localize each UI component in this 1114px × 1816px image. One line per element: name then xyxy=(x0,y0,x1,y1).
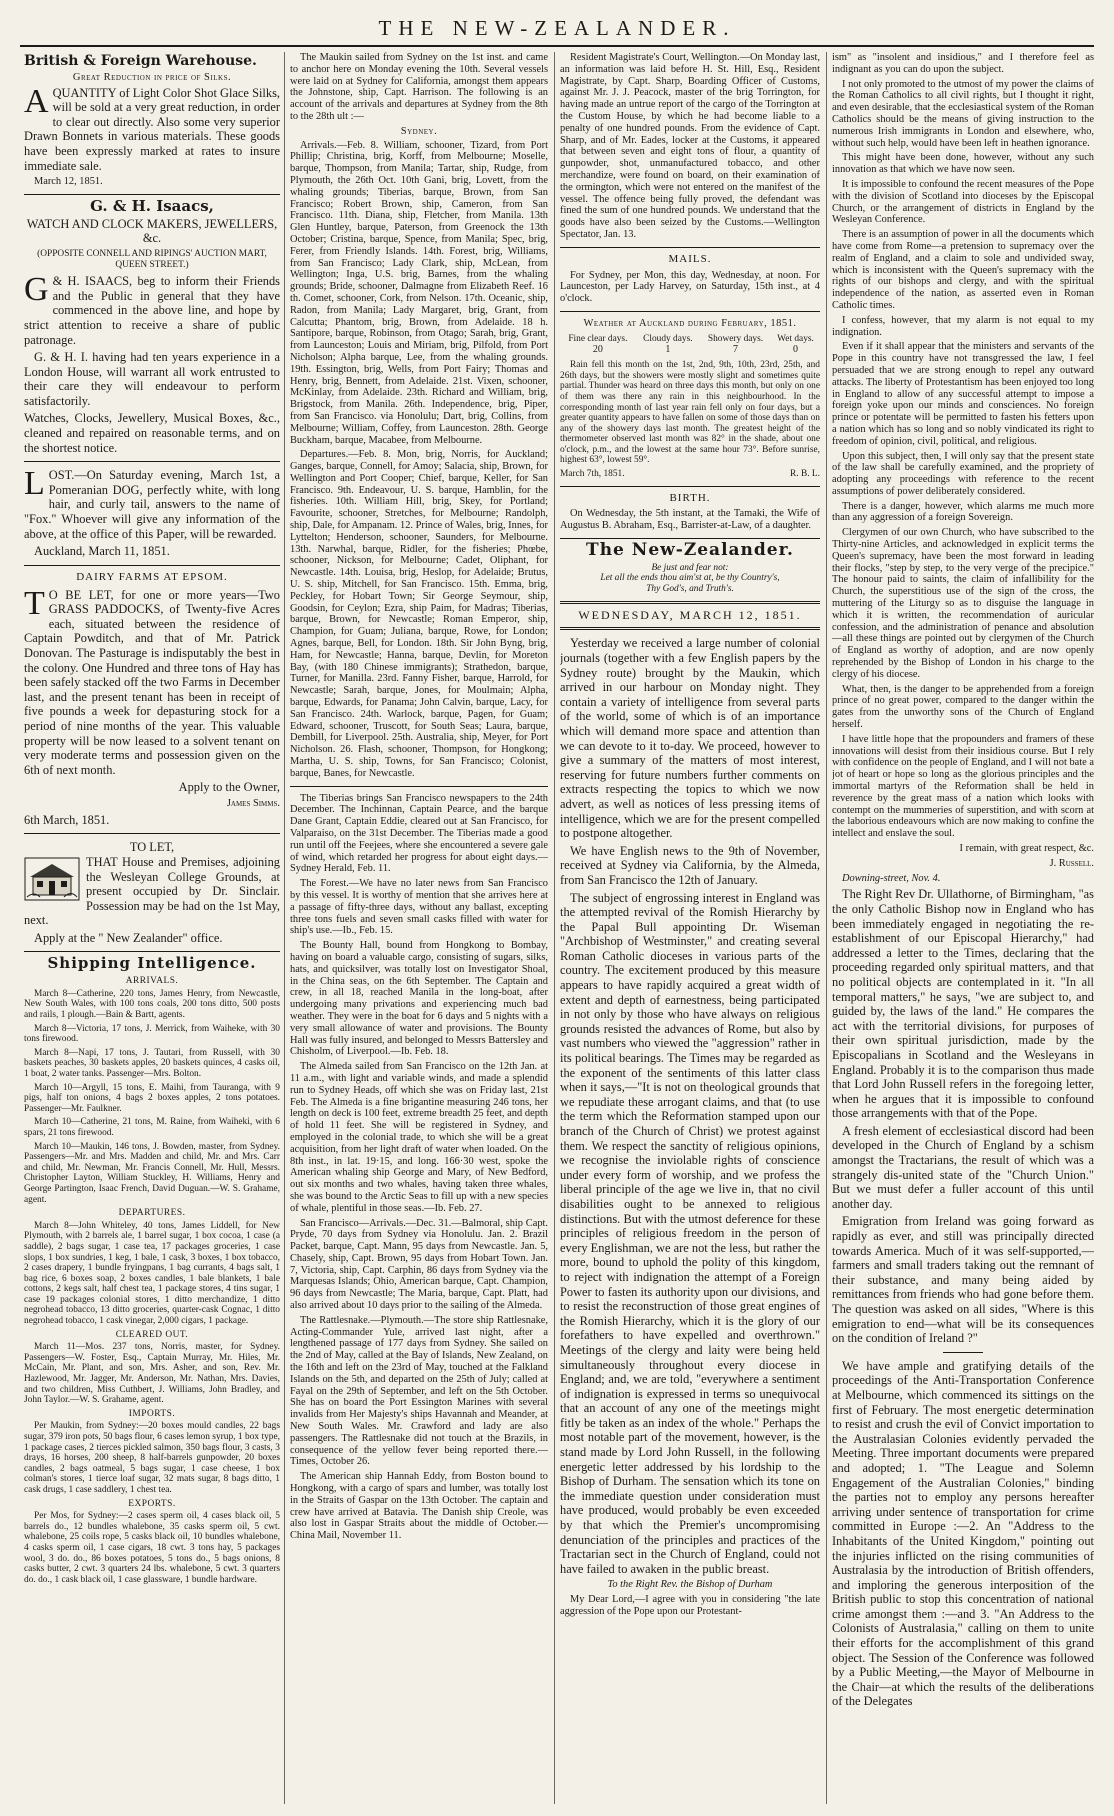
arrival-entry: March 8—Catherine, 220 tons, James Henry, from Newcastle, New South Wales, with 100 tons coals, 200 tons ditto, 500 posts and rails, 1 plough.—Bain & Bartt, agents. xyxy=(24,988,280,1021)
ad-dairy-title: DAIRY FARMS AT EPSOM. xyxy=(76,570,228,583)
column-1 xyxy=(24,52,280,1804)
editorial-ullathorne: The Right Rev Dr. Ullathorne, of Birmingham, "as the only Catholic Bishop now in England who has been immediately engaged in negotiating the re-establishment of our Episcopal Hierarchy," had addressed a letter to the Times, declaring that the proceeding regarded only spiritual matters, and that no political objects are contemplated in it. "In all temporal matters," he says, "we are subject to, and guided by, the laws of the land." He compares the act with the territorial divisions, for purposes of their own spiritual jurisdiction, made by the Episcopalians in Scotland and the Wesleyans in England. Probably it is to the comparison thus made that Lord John Russell refers in the foregoing letter, when he argues that it is impossible to confound those arrangements with that of the Pope. xyxy=(832,887,1094,1121)
mails-heading: MAILS. xyxy=(668,252,712,265)
sydney-departures: Departures.—Feb. 8. Mon, brig, Norris, for Auckland; Ganges, barque, Connell, for Amoy; Salacia, ship, Brown, for Wellington and Port Cooper; Chief, barque, Keller, for San Francisco. 9th. Endeavour, U. S. barque, Hamblin, for the fisheries. 10th. William Hill, brig, Skey, for Portland; Favourite, schooner, Stretches, for Melbourne; Randolph, ship, Dale, for Ampanam. 12. Prince of Wales, brig, Innes, for Lyttelton; Henderson, schooner, Saunders, for Melbourne. 13th. Narwhal, barque, Ridler, for the fisheries; Phœbe, schooner, Nickson, for Melbourne; Cadet, Oliphant, for Newcastle. 14th. Louisa, brig, Heslop, for Adelaide; Brutus, U. S. ship, Mitchell, for San Francisco. 15th. Emma, brig, Peckley, for Hobart Town; Sir George Seymour, ship, Goodsin, for Ceylon; Ezra, ship Paim, for Madras; Tiberias, barque, Brown, for Newcastle; Roman Emperor, ship, Champion, for Guam; Juliana, barque, Rowe, for London; Agnes, barque, Bell, for London. 18th. Sir John Byng, brig, Ham, for Newcastle; Hanna, barque, Devlin, for Moreton Bay, (with 180 Chinese immigrants); Strathedon, barque, Turner, for Manilla. 23rd. Fanny Fisher, barque, Harrold, for Newcastle; Sarah, barque, Jones, for Moulmain; Alpha, barque, Edwards, for Panama; John Calvin, barque, Lacy, for San Francisco. 24th. Warlock, barque, Pagen, for Guam; Edward, schooner, Truscott, for South Seas; Laura, barque, Dembill, for Liverpool. 25th. Australia, ship, Meyer, for Port Nicholson. 26. Flash, schooner, Thompson, for Hongkong; Martha, U. S. ship, Towns, for San Francisco; Colonist, barque, Banes, for Newcastle. xyxy=(290,449,548,779)
rattlesnake-paragraph: The Rattlesnake.—Plymouth.—The store ship Rattlesnake, Acting-Commander Yule, arrived last night, after a lengthened passage of 177 days from Sydney. She sailed on the 2nd of May, called at the Bay of Islands, New Zealand, on the 16th and left on the 23rd of May, touched at the Falkland Islands on the 5th, and departed on the 25th of July; called at Fayal on the 29th of September, and left on the 5th October. She has on board the Port Essington Marines with several invalids from Her Majesty's ships Havannah and Meander, at New South Wales. Mr. Crawford and lady are also passengers. The Rattlesnake did not touch at the Brazils, in consequence of the yellow fever being reported there.—Times, October 26. xyxy=(290,1314,548,1468)
masthead: THE NEW-ZEALANDER. xyxy=(378,16,736,40)
birth-text: On Wednesday, the 5th instant, at the Tamaki, the Wife of Augustus B. Abraham, Esq., Barrister-at-Law, of a daughter. xyxy=(560,508,820,532)
ad-warehouse-subtitle: Great Reduction in price of Silks. xyxy=(72,71,232,83)
weather-value: 20 xyxy=(592,344,603,356)
ad-to-let-body: THAT House and Premises, adjoining the Wesleyan College Grounds, at present occupied by Dr. Sinclair. Possession may be had on the 1st May, next. xyxy=(24,854,280,928)
letter-p12: I have little hope that the propounders and framers of these innovations will desist from their insidious course. But I rely with confidence on the people of England, and I will not bate a jot of heart or hope so long as the glorious principles and the immortal martyrs of the Reformation shall be held in reverence by the great mass of a nation which looks with contempt on the mummeries of superstition, and with scorn at the laborious endeavours which are now making to confine the intellect and enslave the soul. xyxy=(832,733,1094,840)
ad-warehouse-body: AQUANTITY of Light Color Shot Glace Silks, will be sold at a very great reduction, in order to clear out directly. Also some very superior Drawn Bonnets in various materials. These goods have been expressly marked at rates to insure immediate sale. xyxy=(24,82,280,173)
letter-address: To the Right Rev. the Bishop of Durham xyxy=(607,1579,773,1591)
imports-text: Per Maukin, from Sydney:—20 boxes mould candles, 22 bags sugar, 379 iron pots, 50 bags flour, 6 cases lemon syrup, 1 box type, 1 package cases, 2 tierces pickled salmon, 350 bags flour, 3 casts, 3 drays, 16 horses, 200 sheep, 8 half-barrels gunpowder, 20 boxes candles, 2 bags oatmeal, 5 bags sugar, 1 case cheese, 1 box colman's stores, 1 tierce loaf sugar, 32 mats sugar, 8 bags ditto, 1 cask drugs, 1 case saddlery, 1 chest tea. xyxy=(24,1421,280,1495)
ad-lost-dog-body: LOST.—On Saturday evening, March 1st, a Pomeranian DOG, perfectly white, with long hair, and curly tail, answers to the name of "Fox." Whoever will give any information of the above, at the office of this Paper, will be rewarded. xyxy=(24,465,280,541)
magistrate-court-paragraph: Resident Magistrate's Court, Wellington.—On Monday last, an information was laid before H. St. Hill, Esq., Resident Magistrate, by Capt. Sharp, Boarding Officer of Customs, against Mr. J. J. Peacock, master of the brig Torrington, for having made an untrue report of the cargo of the Torrington at the Custom House, by which he had become liable to a penalty of one hundred pounds. From the evidence of Capt. Sharp, and of Mr. Eades, locker at the Customs, it appeared that between seven and eight tons of flour, a quantity of gunpowder, shot, unmanufactured tobacco, and other merchandize, were found on board, on their examination of the ormington, which were not entered on the manifest of the vessel. The offence being fully proved, the defendant was fined the sum of one hundred pounds. We understand that the goods have also been seized by the Customs.—Wellington Spectator, Jan. 13. xyxy=(560,52,820,240)
weather-value: 1 xyxy=(665,344,671,356)
ad-to-let-title: TO LET, xyxy=(129,840,175,855)
column-2 xyxy=(290,52,548,1804)
arrival-entry: March 10—Argyll, 15 tons, E. Maihi, from Tauranga, with 9 pigs, half ton onions, 4 bags 2 boxes apples, 2 tons potatoes. Passenger—Mr. Faulkner. xyxy=(24,1082,280,1114)
arrival-entry: March 10—Maukin, 146 tons, J. Bowden, master, from Sydney. Passengers—Mr. and Mrs. Madden and child, Mr. and Mrs. Carr and child, Mr. Newman, Mr. Francis Connell, Mr. Hull, Messrs. Christopher Layton, William Stuckley, H. Williams, Henry and George Partington, Isaac French, David Duguan.—W. S. Grahame, agent. xyxy=(24,1141,280,1205)
forest-paragraph: The Forest.—We have no later news from San Francisco by this vessel. It is worthy of mention that she arrives here at a passage of fifty-three days, without any ballast, excepting three tons fuels and seven small casks filled with water for ship's use.—Ib., Feb. 15. xyxy=(290,878,548,937)
shipping-intelligence-title: Shipping Intelligence. xyxy=(47,954,257,973)
departure-entry: March 8—John Whiteley, 40 tons, James Liddell, for New Plymouth, with 2 barrels ale, 1 barrel sugar, 1 box cocoa, 1 case (a saddle), 2 bags sugar, 1 case tea, 17 packages groceries, 1 case slops, 1 box sundries, 1 keg, 1 bale, 1 cask, 3 boxes, 1 box tobacco, 2 cases drapery, 1 bundle fryingpans, 1 bag currants, 4 bags salt, 1 bag rice, 6 boxes soap, 2 boxes candles, 1 bale blankets, 1 bale cottons, 2 kegs salt, half chest tea, 1 package stores, 4 tins sugar, 1 case 19 packages colonial stores, 1 ditto merchandize, 1 ditto negrohead tobacco, 13 ditto groceries, quarter-cask Cognac, 1 ditto negrohead tobacco, 1 cask vinegar, 2,000 cigars, 1 package. xyxy=(24,1220,280,1327)
letter-p9: There is a danger, however, which alarms me much more than any aggression of a foreign Sovereign. xyxy=(832,500,1094,524)
weather-table xyxy=(560,334,820,356)
ad-isaacs-title: G. & H. Isaacs, xyxy=(90,196,214,215)
ad-isaacs-p1: G & H. ISAACS, beg to inform their Friends and the Public in general that they have commenced in the above line, and hope by strict attention to receive a share of public patronage. xyxy=(24,271,280,347)
arrival-entry: March 10—Catherine, 21 tons, M. Raine, from Waiheki, with 6 spars, 21 tons firewood. xyxy=(24,1117,280,1138)
ad-dairy-apply: Apply to the Owner, xyxy=(178,780,280,795)
weather-head: Fine clear days. xyxy=(568,333,628,344)
tiberias-paragraph: The Tiberias brings San Francisco newspapers to the 24th December. The Inchinnan, Captain Pearce, and the barque Dane Grant, Captain Eddie, cleared out at San Francisco, for Valparaiso, on the 31st December. The Tiberias made a good run until off the Feejees, where she encountered a severe gale of wind, which retarded her progress for about eight days.—Sydney Herald, Feb. 11. xyxy=(290,792,548,875)
departures-heading: DEPARTURES. xyxy=(118,1208,186,1219)
birth-heading: BIRTH. xyxy=(669,491,711,504)
exports-heading: EXPORTS. xyxy=(128,1498,176,1509)
cleared-out-list xyxy=(24,1342,280,1406)
house-illustration xyxy=(24,857,80,901)
weather-signature-row xyxy=(560,469,820,480)
letter-p7: Even if it shall appear that the ministers and servants of the Pope in this country have not transgressed the law, I feel persuaded that we are strong enough to repel any outward attacks. The liberty of Protestantism has been enjoyed too long in England to allow of any successful attempt to impose a foreign yoke upon our minds and consciences. No foreign prince or potentate will be permitted to fasten his fetters upon a nation which has so long and so nobly vindicated its right to freedom of opinion, civil, political, and religious. xyxy=(832,341,1094,447)
editorial-tractarians: A fresh element of ecclesiastical discord had been developed in the Church of England by a schism amongst the Tractarians, the result of which was a strangely dis-united state of the "Church Union." But we must defer a fuller account of this until another day. xyxy=(832,1123,1094,1211)
ad-isaacs-p2: G. & H. I. having had ten years experience in a London House, will warrant all work entrusted to their care they will endeavour to perform satisfactorily. xyxy=(24,350,280,408)
editorial-dateline: WEDNESDAY, MARCH 12, 1851. xyxy=(578,607,802,622)
weather-text: Rain fell this month on the 1st, 2nd, 9th, 10th, 23rd, 25th, and 26th days, but the showers were mostly slight and sometimes quite partial. Thunder was heard on three days this month, but only on one of them was there any rain in this neighbourhood. In the corresponding month of last year rain fell only on four days, but a greater quantity appears to have fallen on some of those days than on any of the showery days last month. The greatest height of the thermometer observed last month was 82° in the shade, about one o'clock, p.m., and the lowest at the same hour 73°. Before sunrise, highest 63°, lowest 59°. xyxy=(560,360,820,466)
editorial-anti-transportation: We have ample and gratifying details of the proceedings of the Anti-Transportation Conference at Melbourne, which commenced its sittings on the first of February. The most energetic determination to resist and crush the evil of Convict importation to the Australasian Colonies evidently pervaded the Meeting. Three important documents were prepared and adopted; 1. "The League and Solemn Engagement of the Australian Colonies," binding the parties not to employ any persons hereafter arriving under sentence of transportation for crime committed in Europe :—2. An "Address to the Inhabitants of the United Kingdom," pointing out the injuries inflicted on the rising communities of Australasia by the introduction of British offenders, and imploring the generous interposition of the British public to stop this concentration of national crime amongst them :—and 3. "An Address to the Colonists of Australasia," calling on them to unite their efforts for the accomplishment of this grand object. The Session of the Conference was followed by a Public Meeting,—the Mayor of Melbourne in the Chair—at which the results of the deliberations of the Delegates xyxy=(832,1358,1094,1709)
ad-isaacs-address: (OPPOSITE CONNELL AND RIPINGS' AUCTION MART, QUEEN STREET.) xyxy=(37,248,267,270)
editorial-p3: The subject of engrossing interest in England was the attempted revival of the Romish Hierarchy by the Papal Bull appointing Dr. Wiseman "Archbishop of Westminster," and creating several Roman Catholic dioceses in various parts of the country. The excitement produced by this measure appears to have rapidly acquired a great width of extent and depth of earnestness, being participated in not only by those who have always on religious grounds resisted the advances of Rome, but also by vast numbers who viewed the "aggression" rather in its political bearings. The Times may be regarded as the exponent of the sentiments of this latter class when it says,—"It is not on theological grounds that we repudiate these arrogant claims, and that (to use the term which the Reformation stamped upon our branch of the Church of Christ) we protest against them. We respect the sanctity of religious opinions, we recognise the inviolable rights of conscience under every form of worship, and we profess the liberal principle of the age we live in, that no civil disabilities ought to be annexed to religious distinctions. But with the utmost deference for these principles of religious freedom in the person of every Englishman, we are not the less, but rather the more, bound to uphold the polity of this kingdom, to reject with indignation the attempt of a Foreign Power to fasten its authority upon our divisions, and to resist the reconstruction of those great engines of the Romish Hierarchy, which it is the glory of our forefathers to have expelled and overthrown." Meetings of the clergy and laity were being held simultaneously throughout every diocese in England; and, we are told, "everywhere a sentiment of indignation is expressed in terms so unequivocal that an account of any one of the meetings might fitly be taken as an index of the whole." Perhaps the most notable part of the movement, however, is the stand made by Lord John Russell, in the following energetic letter addressed by his lordship to the Bishop of Durham. The sensation which its tone on the immediate question under consideration must have produced, would probably be even exceeded by that which the Premier's uncompromising denunciation of the principles and practices of the Tractarian sect in the Church of England, could not have failed to awaken in the public breast. xyxy=(560,890,820,1576)
arrivals-heading: ARRIVALS. xyxy=(125,976,179,987)
ad-warehouse-date: March 12, 1851. xyxy=(34,176,103,188)
column-3 xyxy=(560,52,820,1804)
weather-head: Showery days. xyxy=(707,333,764,344)
exports-text: Per Mos, for Sydney:—2 cases sperm oil, 4 cases black oil, 5 barrels do., 12 bundles whalebone, 35 casks sperm oil, 5 cwt. whalebone, 25 coils rope, 5 casks black oil, 10 bundles whalebone, 4 casks sperm oil, 1 case cigars, 18 cwt. 3 tons hay, 5 packages wool, 3 do. do., 86 boxes potatoes, 5 tons do., 5 bags onions, 8 casks butter, 2 cwt. 3 quarters 24 lbs. whalebone, 5 cwt. 3 quarters do. do., 1 cask black oil, 1 case glassware, 1 bundle hardware. xyxy=(24,1511,280,1585)
arrival-entry: March 8—Victoria, 17 tons, J. Merrick, from Waiheke, with 30 tons firewood. xyxy=(24,1023,280,1045)
ad-dairy-body: T O BE LET, for one or more years—Two GRASS PADDOCKS, of Twenty-five Acres each, situated between the residence of Captain Powditch, and that of Mr. Patrick Donovan. The Pasturage is indisputably the best in the colony. One Hundred and three tons of Hay has been safely stacked off the two Farms in December last, and the present tenant has been in receipt of five pounds a week for depasturing stock for a period of nine months of the year. This valuable property will be now leased to a solvent tenant on very moderate terms and possession given on the 6th of next month. xyxy=(24,584,280,777)
editorial-p2: We have English news to the 9th of November, received at Sydney via California, by the Almeda, from San Francisco the 12th of January. xyxy=(560,843,820,887)
arrivals-list xyxy=(24,989,280,1205)
letter-p3: This might have been done, however, without any such innovation as that which we have now seen. xyxy=(832,152,1094,176)
weather-heading: Weather at Auckland during February, 1851. xyxy=(583,317,797,329)
sydney-heading: Sydney. xyxy=(400,125,438,137)
weather-head: Cloudy days. xyxy=(643,333,693,344)
motto-line-2: Let all the ends thou aim'st at, be thy Country's, xyxy=(600,573,780,584)
editorial-p1: Yesterday we received a large number of colonial journals (together with a few English papers by the Sydney route) brought by the Maukin, which arrived in our harbour on Monday night. They contain a variety of intelligence from several parts of the world, some of which is of an importance which will demand more space and attention than we can devote to it to-day. We proceed, however to give a summary of the matters of most interest, reserving for future numbers further comments on extracts respecting the topics to which we now advert, as well as notices of less pressing items of intelligence, which we are for the present compelled to postpone altogether. xyxy=(560,636,820,841)
letter-place-date: Downing-street, Nov. 4. xyxy=(842,872,941,884)
hannah-eddy-paragraph: The American ship Hannah Eddy, from Boston bound to Hongkong, with a cargo of spars and lumber, was totally lost in the Straits of Gaspar on the 13th October. The captain and crew have arrived at Batavia. The Danish ship Creole, was also lost in Gaspar Straits about the middle of October.—China Mail, November 11. xyxy=(290,1471,548,1542)
column-rule xyxy=(284,52,285,1804)
masthead-rule xyxy=(20,45,1094,47)
letter-signature: J. Russell. xyxy=(1049,857,1094,869)
column-4 xyxy=(832,52,1094,1804)
letter-p4: It is impossible to confound the recent measures of the Pope with the division of Scotland into dioceses by the Episcopal Church, or the arrangement of districts in England by the Wesleyan Conference. xyxy=(832,178,1094,226)
ad-lost-dog-date: Auckland, March 11, 1851. xyxy=(34,544,170,559)
letter-p10: Clergymen of our own Church, who have subscribed to the Thirty-nine Articles, and acknowledged in explicit terms the Queen's supremacy, have been the most forward in leading their flocks, "step by step, to the very verge of the precipice." The honour paid to saints, the claim of infallibility for the Church, the superstitious use of the sign of the cross, the muttering of the Liturgy so as to disguise the language in which it is written, the recommendation of auricular confession, and the administration of penance and absolution—all these things are pointed out by clergymen of the Church of England as worthy of adoption, and are now openly reprehended by the Bishop of London in his charge to the clergy of his diocese. xyxy=(832,527,1094,680)
weather-date: March 7th, 1851. xyxy=(560,469,625,480)
departures-list xyxy=(24,1221,280,1327)
editorial-title: The New-Zealander. xyxy=(586,540,794,561)
bounty-hall-paragraph: The Bounty Hall, bound from Hongkong to Bombay, having on board a valuable cargo, consisting of sugars, silks, hats, and quicksilver, was totally lost on Investigator Shoal, in the China seas, on the 6th September. The Captain and crew, in all 18, reached Manila in the long-boat, after undergoing many privations and experiencing much bad weather. They were in the boat for 6 days and 5 nights with a very small allowance of water and provisions. The Bounty Hall was fully insured, and belonged to Messrs Battersley and Chisholm, of Liverpool.—Ib. Feb. 18. xyxy=(290,940,548,1058)
letter-p8: Upon this subject, then, I will only say that the present state of the law shall be carefully examined, and the propriety of adopting any proceedings with reference to the recent assumptions of power deliberately considered. xyxy=(832,450,1094,497)
mails-text: For Sydney, per Mon, this day, Wednesday, at noon. For Launceston, per Lady Harvey, on Saturday, 15th inst., at 4 o'clock. xyxy=(560,269,820,305)
ad-dairy-date: 6th March, 1851. xyxy=(24,812,110,827)
weather-head: Wet days. xyxy=(777,333,814,344)
column-rule xyxy=(554,52,555,1804)
weather-value: 7 xyxy=(733,344,738,356)
ad-isaacs-subtitle: WATCH AND CLOCK MAKERS, JEWELLERS, &c. xyxy=(26,216,278,246)
letter-p11: What, then, is the danger to be apprehended from a foreign prince of no great power, compared to the danger within the gates from the unworthy sons of the Church of England herself. xyxy=(832,683,1094,731)
ad-isaacs-p3: Watches, Clocks, Jewellery, Musical Boxes, &c., cleaned and repaired on reasonable terms, and on the shortest notice. xyxy=(24,411,280,455)
letter-closing: I remain, with great respect, &c. xyxy=(959,843,1094,854)
cleared-entry: March 11—Mos. 237 tons, Norris, master, for Sydney. Passengers—W. Foster, Esq., Captain Murray, Mr. Hiles, Mr. McCain, Mr. Plant, and son, Mrs. Asher, and son, Rev. Mr. Hazlewood, Mr. Jagger, Mr. Anderson, Mr. Nathan, Mrs. Davies, and two children, Miss Cuthbert, J. Williams, John Bradley, and John Taylor.—W. S. Grahame, agent. xyxy=(24,1342,280,1406)
imports-heading: IMPORTS. xyxy=(128,1408,176,1419)
letter-opening: My Dear Lord,—I agree with you in considering "the late aggression of the Pope upon our Protestant- xyxy=(560,1594,820,1618)
weather-signature: R. B. L. xyxy=(790,469,820,480)
san-francisco-paragraph: San Francisco—Arrivals.—Dec. 31.—Balmoral, ship Capt. Pryde, 70 days from Sydney via Honolulu. Jan. 2. Brazil Packet, barque, Capt. Mann, 95 days from Newcastle. Jan. 5, Chasely, ship, Capt. Brown, 95 days from Hobart Town. Jan. 7, Victoria, ship, Capt. Carphin, 86 days from Sydney via the Marquesas Islands; Ohio, American barque, Capt. Champion, 96 days from Newcastle; The Maria, barque, Capt. Platt, had also arrived about 10 days prior to the sailing of the Almeda. xyxy=(290,1217,548,1312)
motto-line-1: Be just and fear not: xyxy=(651,562,729,573)
ad-to-let-apply: Apply at the " New Zealander" office. xyxy=(34,930,223,945)
letter-p6: I confess, however, that my alarm is not equal to my indignation. xyxy=(832,314,1094,338)
letter-p5: There is an assumption of power in all the documents which have come from Rome—a pretension to supremacy over the realm of England, and a claim to sole and undivided sway, which is inconsistent with the Queen's supremacy with the rights of our bishops and clergy, and with the spiritual independence of the nation, as asserted even in Roman Catholic times. xyxy=(832,229,1094,311)
cleared-out-heading: CLEARED OUT. xyxy=(115,1329,189,1340)
almeda-paragraph: The Almeda sailed from San Francisco on the 12th Jan. at 11 a.m., with light and variable winds, and made a splendid run to Sydney Heads, off which she was on Friday last, 21st Feb. The Almeda is a fine brigantine measuring 246 tons, her length on deck is 100 feet, extreme breadth 25 feet, and depth of hold 11 feet. She will be registered in Sydney, and employed in the colonial trade, to which she will be a great acquisition, from her light draft of water when loaded. On the 8th inst., in lat. 19·15, and long. 166·30 west, spoke the American whaling ship George and Mary, of New Bedford, out six months and two whales, having taken three whales, she was bound to the Arctic Seas to fill up with a new species of whale, plentiful in those seas.—Ib. Feb. 27. xyxy=(290,1061,548,1214)
column-rule xyxy=(826,52,827,1804)
motto-line-3: Thy God's, and Truth's. xyxy=(646,584,734,595)
ad-dairy-name: James Simms. xyxy=(226,797,280,809)
maukin-paragraph: The Maukin sailed from Sydney on the 1st inst. and came to anchor here on Monday evening the 10th. Several vessels were laid on at Sydney for California, amongst them appears the Johnstone, ship, Capt. Harrison. The following is an account of the arrivals and departures at Sydney from the 8th to the 28th ult :— xyxy=(290,52,548,122)
letter-p1: ism" as "insolent and insidious," and I therefore feel as indignant as you can do upon the subject. xyxy=(832,52,1094,75)
editorial-emigration: Emigration from Ireland was going forward as rapidly as ever, and still was principally directed towards America. Much of it was self-supported,—farmers and small traders taking out the remnant of their substance, and many being aided by remittances from friends who had gone before them. The question was asked on all sides, "Where is this emigration to end—what will be its consequences on the condition of Ireland ?" xyxy=(832,1214,1094,1346)
letter-p2: I not only promoted to the utmost of my power the claims of the Roman Catholics to all civil rights, but I thought it right, and even desirable, that the ecclesiastical system of the Roman Catholics should be the means of giving instruction to the numerous Irish immigrants in London and elsewhere, who, without such help, would have been left in heathen ignorance. xyxy=(832,78,1094,149)
sydney-arrivals: Arrivals.—Feb. 8. William, schooner, Tizard, from Port Phillip; Christina, brig, Korff, from Melbourne; Moselle, barque, Thompson, from Manila; Tartar, ship, Rudge, from Plymouth, the 26th Oct. 10th Gani, brig, Lovett, from the whaling grounds; Tiberias, barque, Brown, from San Francisco; Robert Brown, ship, Cameron, from San Francisco. 11th. Diana, ship, Fletcher, from Manila. 13th Glen Huntley, barque, Paterson, from Greenock the 13th October; Cristina, barque, Spence, from Manila; Spec, brig, Ferer, from Friendly Islands. 14th. Forest, brig, Williams, from San Francisco; Lady Clark, ship, McLean, from Wellington; Inga, U.S. brig, Barnes, from the whaling grounds; Bride, schooner, Dalmagne from Elizabeth Reef. 16 th. Comet, schooner, Cork, from Nelson. 17th. Oceanic, ship, Radon, from Manila; Lady Margaret, brig, Grant, from Calcutta; Phantom, brig, Brown, from Adelaide. 18 h. Santipore, barque, Robinson, from Otago; Sarah, brig, Grant, from Launceston; Louis and Miriam, brig, Pilfold, from Port Nicholson; Alpha barque, Lee, from the whaling grounds. 19th. Essington, brig, Wells, from Port Fairy; Thomas and Henry, brig, Bennett, from Adelaide. 21st. Vixen, schooner, McKinlay, from Adelaide. 23th. Richard and William, brig, Brigstock, from Manila. 26th. Independence, brig, Piper, from San Francisco. via Honolulu; Dart, brig, Collins, from Melbourne; William, Coffey, from Launceston. 28th. George Buckham, barque, Macabee, from Melbourne. xyxy=(290,139,548,446)
weather-value: 0 xyxy=(793,344,799,356)
ad-warehouse-title: British & Foreign Warehouse. xyxy=(24,53,257,69)
arrival-entry: March 8—Napi, 17 tons, J. Tautari, from Russell, with 30 baskets peaches, 30 baskets apples, 20 baskets quinces, 4 casks oil, 1 boat, 2 water tanks. Passenger—Mrs. Bolton. xyxy=(24,1047,280,1080)
